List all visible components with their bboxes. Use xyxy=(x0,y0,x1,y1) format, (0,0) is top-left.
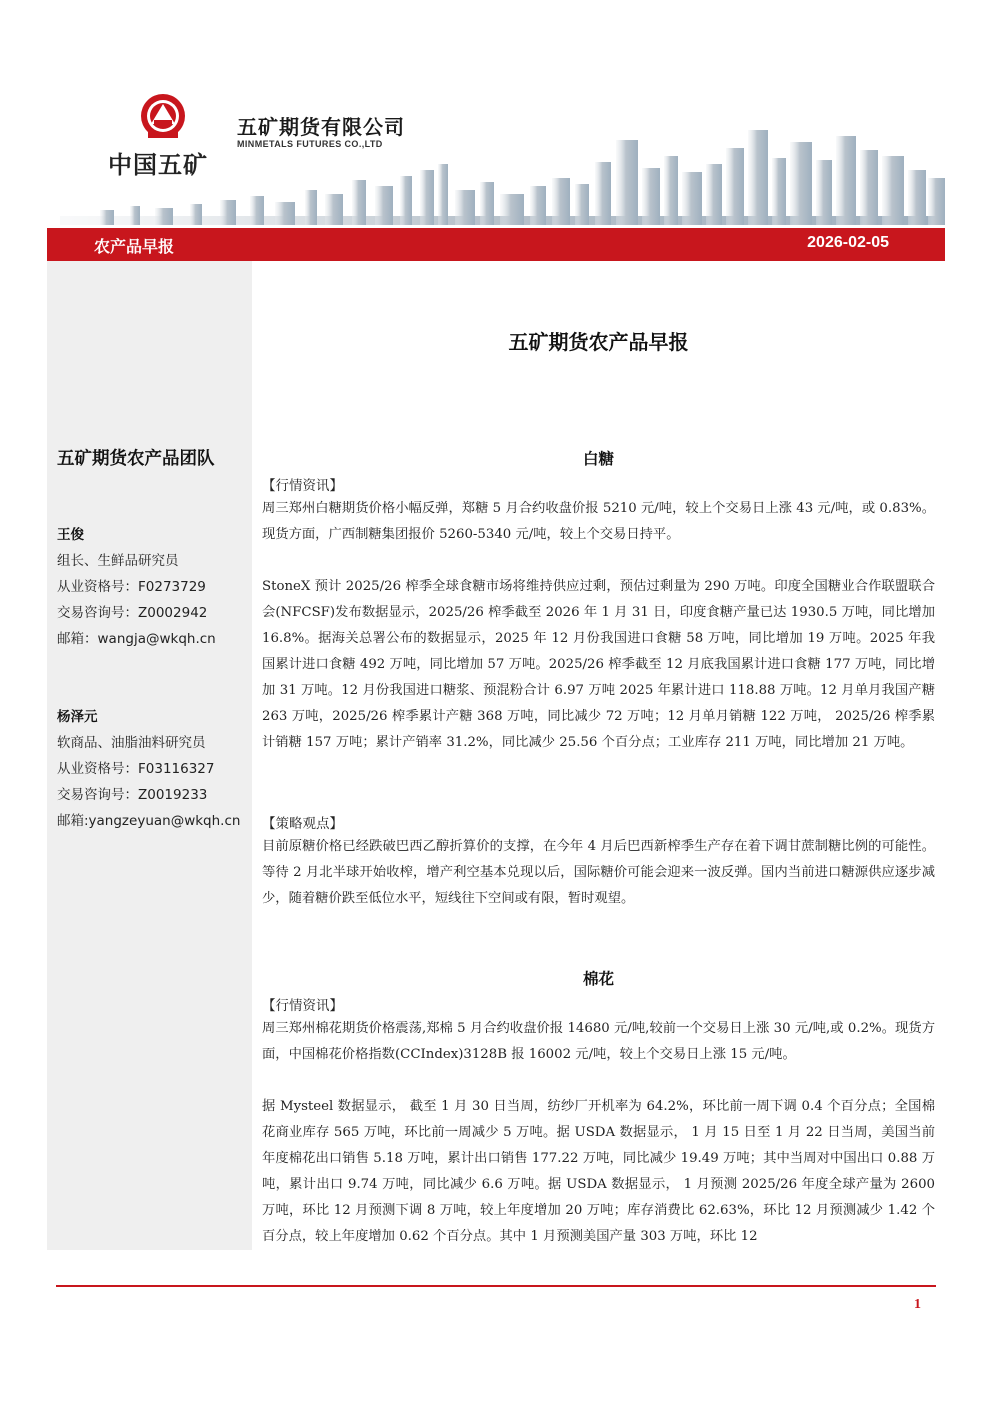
analyst-name: 王俊 xyxy=(57,527,84,543)
section-title-cotton: 棉花 xyxy=(582,970,614,988)
analyst-consult-number: 交易咨询号：Z0019233 xyxy=(57,787,208,803)
analyst-name: 杨泽元 xyxy=(57,709,98,725)
category-banner xyxy=(47,228,945,261)
tag-market-news: 【行情资讯】 xyxy=(262,998,343,1014)
cotton-paragraph-1: 周三郑州棉花期货价格震荡,郑棉 5 月合约收盘价报 14680 元/吨,较前一个交易日上涨 30 元/吨,或 0.2%。现货方面，中国棉花价格指数(CCIndex)3128B 报 16002 元/吨，较上个交易日上涨 15 元/吨。 xyxy=(262,1021,935,1062)
report-category: 农产品早报 xyxy=(94,237,175,256)
report-date: 2026-02-05 xyxy=(807,234,889,251)
page-number: 1 xyxy=(914,1297,921,1312)
tag-strategy-view: 【策略观点】 xyxy=(262,816,343,832)
company-name-en: MINMETALS FUTURES CO.,LTD xyxy=(237,139,383,149)
sugar-paragraph-2: StoneX 预计 2025/26 榨季全球食糖市场将维持供应过剩，预估过剩量为 290 万吨。印度全国糖业合作联盟联合会(NFCSF)发布数据显示，2025/26 榨季截至 2026 年 1 月 31 日，印度食糖产量已达 1930.5 万吨，同比增加 16.8%。据海关总署公布的数据显示，2025 年 12 月份我国进口食糖 58 万吨，同比增加 19 万吨。2025 年我国累计进口食糖 492 万吨，同比增加 57 万吨。2025/26 榨季截至 12 月底我国累计进口食糖 177 万吨，同比增加 31 万吨。12 月份我国进口糖浆、预混粉合计 6.97 万吨 2025 年累计进口 118.88 万吨。12 月单月我国产糖 263 万吨，2025/26 榨季累计产糖 368 万吨，同比减少 72 万吨；12 月单月销糖 122 万吨， 2025/26 榨季累计销糖 157 万吨；累计产销率 31.2%，同比减少 25.56 个百分点；工业库存 211 万吨，同比增加 21 万吨。 xyxy=(262,579,935,750)
report-header xyxy=(0,0,992,228)
logo-text: 中国五矿 xyxy=(108,151,208,179)
tag-market-news: 【行情资讯】 xyxy=(262,478,343,494)
section-title-sugar: 白糖 xyxy=(582,450,614,468)
company-name-cn: 五矿期货有限公司 xyxy=(237,115,405,139)
analyst-email: 邮箱:yangzeyuan@wkqh.cn xyxy=(57,813,241,829)
analyst-card-2 xyxy=(57,704,252,834)
analyst-email: 邮箱：wangja@wkqh.cn xyxy=(57,631,216,647)
analyst-qualification: 从业资格号：F0273729 xyxy=(57,579,206,595)
analyst-qualification: 从业资格号：F03116327 xyxy=(57,761,215,777)
sugar-paragraph-1: 周三郑州白糖期货价格小幅反弹，郑糖 5 月合约收盘价报 5210 元/吨，较上个交易日上涨 43 元/吨，或 0.83%。现货方面，广西制糖集团报价 5260-5340 元/吨，较上个交易日持平。 xyxy=(262,501,935,542)
analyst-role: 软商品、油脂油料研究员 xyxy=(57,735,206,751)
analyst-consult-number: 交易咨询号：Z0002942 xyxy=(57,605,208,621)
footer-divider xyxy=(56,1285,936,1287)
analyst-role: 组长、生鲜品研究员 xyxy=(57,553,179,569)
report-title: 五矿期货农产品早报 xyxy=(508,330,689,354)
sugar-paragraph-3: 目前原糖价格已经跌破巴西乙醇折算价的支撑，在今年 4 月后巴西新榨季生产存在着下调甘蔗制糖比例的可能性。等待 2 月北半球开始收榨，增产利空基本兑现以后，国际糖价可能会迎来一波反弹。国内当前进口糖源供应逐步减少，随着糖价跌至低位水平，短线往下空间或有限，暂时观望。 xyxy=(262,839,935,906)
cotton-paragraph-2: 据 Mysteel 数据显示， 截至 1 月 30 日当周，纺纱厂开机率为 64.2%，环比前一周下调 0.4 个百分点；全国棉花商业库存 565 万吨，环比前一周减少 5 万吨。据 USDA 数据显示， 1 月 15 日至 1 月 22 日当周，美国当前年度棉花出口销售 5.18 万吨，累计出口销售 177.22 万吨，同比减少 19.49 万吨；其中当周对中国出口 0.88 万吨，累计出口 9.74 万吨，同比减少 6.6 万吨。据 USDA 数据显示， 1 月预测 2025/26 年度全球产量为 2600 万吨，环比 12 月预测下调 8 万吨，较上年度增加 20 万吨；库存消费比 62.63%，环比 12 月预测减少 1.42 个百分点，较上年度增加 0.62 个百分点。其中 1 月预测美国产量 303 万吨，环比 12 xyxy=(262,1099,935,1244)
analyst-card-1 xyxy=(57,522,252,652)
sidebar-team-panel xyxy=(47,261,252,1250)
team-title: 五矿期货农产品团队 xyxy=(57,449,215,469)
city-skyline-image xyxy=(60,120,945,225)
